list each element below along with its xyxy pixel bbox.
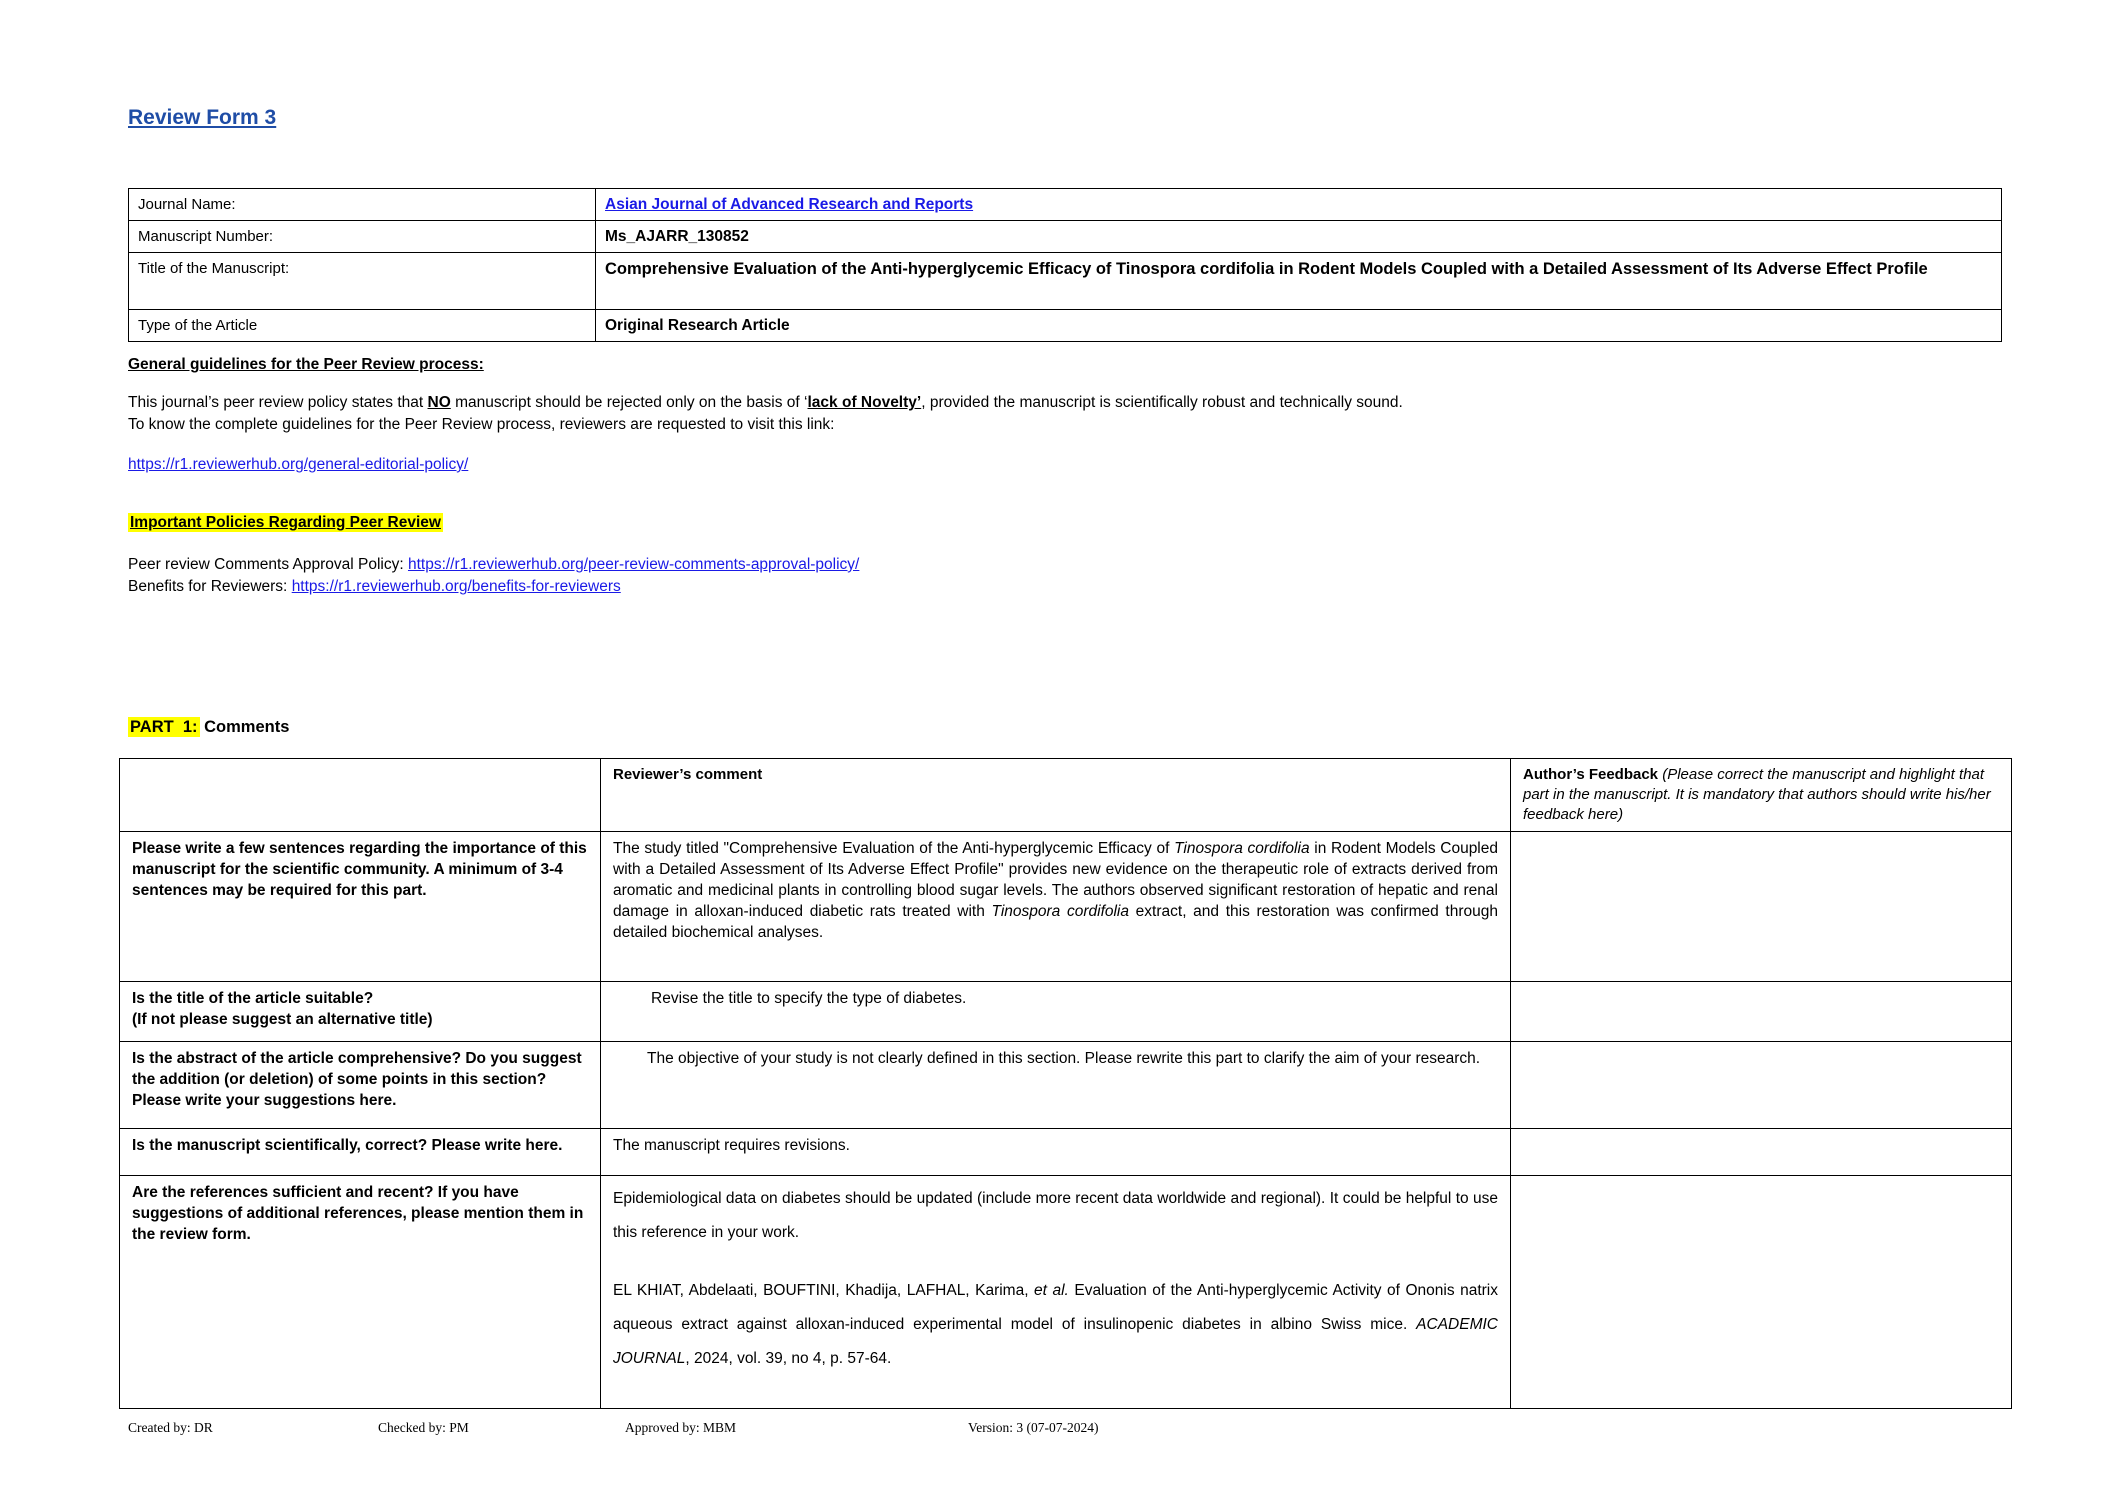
table-row-importance bbox=[120, 832, 2012, 982]
article-type-label: Type of the Article bbox=[129, 310, 596, 342]
manuscript-title-label: Title of the Manuscript: bbox=[129, 253, 596, 310]
table-row bbox=[129, 221, 2002, 253]
table-row bbox=[129, 189, 2002, 221]
comment-scientific: The manuscript requires revisions. bbox=[601, 1129, 1511, 1176]
comment-abstract: The objective of your study is not clearly defined in this section. Please rewrite this part to clarify the aim of your research. bbox=[601, 1042, 1511, 1129]
question-title-suitable: Is the title of the article suitable? (If not please suggest an alternative title) bbox=[120, 982, 601, 1042]
policy-approval-label: Peer review Comments Approval Policy: bbox=[128, 556, 408, 573]
part1-heading bbox=[128, 718, 289, 737]
comment-references-citation: EL KHIAT, Abdelaati, BOUFTINI, Khadija, LAFHAL, Karima, et al. Evaluation of the Anti-hyperglycemic Activity of Ononis natrix aqueous extract against alloxan-induced experimental model of insulinopenic diabetes in albino Swiss mice. ACADEMIC JOURNAL, 2024, vol. 39, no 4, p. 57-64. bbox=[613, 1282, 1498, 1367]
feedback-cell-references bbox=[1511, 1176, 2012, 1409]
footer-created-by: Created by: DR bbox=[128, 1420, 213, 1435]
table-row-title-suitable bbox=[120, 982, 2012, 1042]
journal-name-label: Journal Name: bbox=[129, 189, 596, 221]
guidelines-paragraph bbox=[128, 392, 2048, 436]
benefits-label: Benefits for Reviewers: bbox=[128, 578, 292, 595]
policies-heading bbox=[128, 514, 443, 532]
part1-badge: PART 1: bbox=[130, 718, 198, 736]
question-abstract: Is the abstract of the article comprehensive? Do you suggest the addition (or deletion) of some points in this section? Please write your suggestions here. bbox=[120, 1042, 601, 1129]
part1-title: Comments bbox=[199, 718, 290, 736]
feedback-cell-scientific bbox=[1511, 1129, 2012, 1176]
footer-approved-by: Approved by: MBM bbox=[625, 1420, 736, 1435]
benefits-link[interactable]: https://r1.reviewerhub.org/benefits-for-reviewers bbox=[291, 578, 621, 595]
question-importance: Please write a few sentences regarding the importance of this manuscript for the scientific community. A minimum of 3-4 sentences may be required for this part. bbox=[120, 832, 601, 982]
table-row-scientific bbox=[120, 1129, 2012, 1176]
manuscript-number-value: Ms_AJARR_130852 bbox=[596, 221, 2002, 253]
footer-version: Version: 3 (07-07-2024) bbox=[968, 1420, 1099, 1435]
table-row-abstract bbox=[120, 1042, 2012, 1129]
page-title: Review Form 3 bbox=[128, 106, 277, 129]
comment-references-p1: Epidemiological data on diabetes should be updated (include more recent data worldwide and regional). It could be helpful to use this reference in your work. bbox=[613, 1190, 1498, 1241]
comments-table bbox=[119, 758, 2012, 1409]
question-scientific: Is the manuscript scientifically, correct? Please write here. bbox=[120, 1129, 601, 1176]
policies-heading-text: Important Policies Regarding Peer Review bbox=[130, 514, 441, 531]
manuscript-meta-table bbox=[128, 188, 2002, 342]
guidelines-heading: General guidelines for the Peer Review process: bbox=[128, 356, 484, 373]
manuscript-number-label: Manuscript Number: bbox=[129, 221, 596, 253]
feedback-cell-title-suitable bbox=[1511, 982, 2012, 1042]
header-reviewer-comment: Reviewer’s comment bbox=[601, 759, 1511, 832]
manuscript-title-value: Comprehensive Evaluation of the Anti-hyperglycemic Efficacy of Tinospora cordifolia in Rodent Models Coupled with a Detailed Assessment of Its Adverse Effect Profile bbox=[596, 253, 2002, 310]
feedback-cell-abstract bbox=[1511, 1042, 2012, 1129]
comment-title-suitable: Revise the title to specify the type of diabetes. bbox=[601, 982, 1511, 1042]
table-row bbox=[129, 310, 2002, 342]
question-references: Are the references sufficient and recent? If you have suggestions of additional references, please mention them in the review form. bbox=[120, 1176, 601, 1409]
feedback-cell-importance bbox=[1511, 832, 2012, 982]
comments-header-row bbox=[120, 759, 2012, 832]
table-row-references bbox=[120, 1176, 2012, 1409]
guidelines-link-sentence: To know the complete guidelines for the Peer Review process, reviewers are requested to visit this link: bbox=[128, 416, 835, 433]
comment-importance: The study titled "Comprehensive Evaluation of the Anti-hyperglycemic Efficacy of Tinospora cordifolia in Rodent Models Coupled with a Detailed Assessment of Its Adverse Effect Profile" provides new evidence on the therapeutic role of extracts derived from aromatic and medicinal plants in controlling blood sugar levels. The authors observed significant restoration of hepatic and renal damage in alloxan-induced diabetic rats treated with Tinospora cordifolia extract, and this restoration was confirmed through detailed biochemical analyses. bbox=[601, 832, 1511, 982]
author-feedback-note: (Please correct the manuscript and highlight that part in the manuscript. It is mandatory that authors should write his/her feedback here) bbox=[1523, 766, 1991, 823]
guidelines-policy-sentence: This journal’s peer review policy states that NO manuscript should be rejected only on the basis of ‘lack of Novelty’, provided the manuscript is scientifically robust and technically sound. bbox=[128, 394, 1403, 411]
benefits-line bbox=[128, 578, 621, 596]
policy-approval-line bbox=[128, 556, 859, 574]
header-question-cell bbox=[120, 759, 601, 832]
author-feedback-title: Author’s Feedback bbox=[1523, 766, 1659, 783]
policy-approval-link[interactable]: https://r1.reviewerhub.org/peer-review-comments-approval-policy/ bbox=[407, 556, 860, 573]
comment-references bbox=[601, 1176, 1511, 1409]
general-editorial-policy-link[interactable]: https://r1.reviewerhub.org/general-editorial-policy/ bbox=[128, 456, 469, 473]
footer-checked-by: Checked by: PM bbox=[378, 1420, 469, 1435]
journal-name-link[interactable]: Asian Journal of Advanced Research and Reports bbox=[605, 196, 974, 213]
document-footer bbox=[0, 1420, 2117, 1450]
article-type-value: Original Research Article bbox=[596, 310, 2002, 342]
header-author-feedback bbox=[1511, 759, 2012, 832]
table-row bbox=[129, 253, 2002, 310]
